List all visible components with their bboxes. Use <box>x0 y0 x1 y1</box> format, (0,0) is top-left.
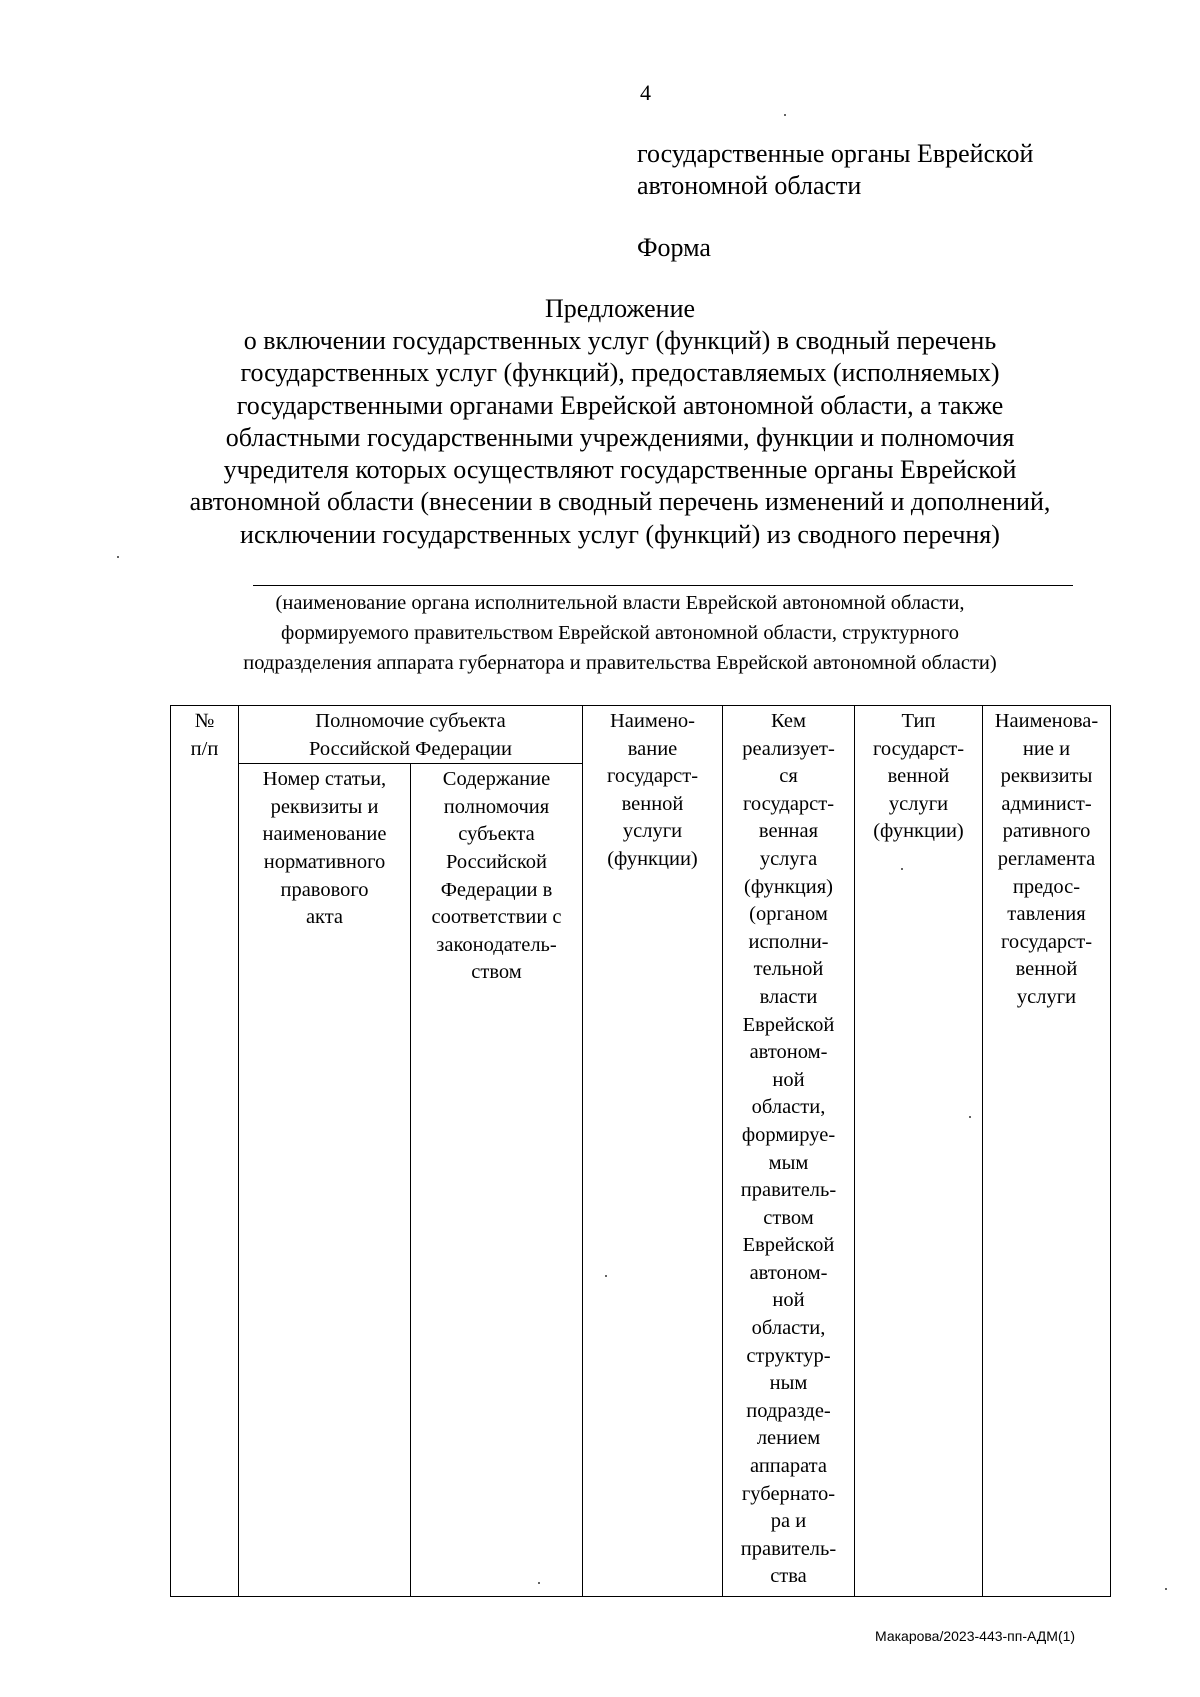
caption-line: подразделения аппарата губернатора и правительства Еврейской автономной области) <box>243 652 997 674</box>
subtitle-line: государственных услуг (функций), предоставляемых (исполняемых) <box>240 358 1000 388</box>
organization-caption <box>150 588 1090 678</box>
page-number: 4 <box>640 80 651 105</box>
addressee-line-2: автономной области <box>637 171 862 200</box>
scan-speck <box>901 868 903 870</box>
caption-line: формируемого правительством Еврейской автономной области, структурного <box>281 622 959 644</box>
subtitle-line: учредителя которых осуществляют государственные органы Еврейской <box>223 455 1017 485</box>
column-content: Содержание полномочия субъекта Российской Федерации в соответствии с законодатель- ством <box>411 764 583 1597</box>
column-regulation: Наименова- ние и реквизиты админист- ративного регламента предос- тавления государст- венной услуги <box>983 706 1111 1597</box>
subtitle-line: автономной области (внесении в сводный перечень изменений и дополнений, <box>189 487 1051 517</box>
subtitle-line: исключении государственных услуг (функций) из сводного перечня) <box>240 519 1000 549</box>
subtitle-line: о включении государственных услуг (функций) в сводный перечень <box>243 326 997 355</box>
scan-speck <box>1165 1588 1167 1590</box>
scan-speck <box>605 1275 607 1277</box>
column-performer: Кем реализует- ся государст- венная услуга (функция) (органом исполни- тельной власти Еврейской автоном- ной области, формируе- мым правитель- ством Еврейской автоном- ной области, структур- ным подразде- лением аппарата губернато- ра и правитель- ства <box>723 706 855 1597</box>
subtitle-line: государственными органами Еврейской автономной области, а также <box>236 390 1004 420</box>
column-authority: Полномочие субъекта Российской Федерации <box>239 706 583 764</box>
subtitle-line: областными государственными учреждениями, функции и полномочия <box>225 422 1015 452</box>
column-number: № п/п <box>171 706 239 1597</box>
column-service-name: Наимено- вание государст- венной услуги (функции) <box>583 706 723 1597</box>
addressee-line-1: государственные органы Еврейской <box>637 139 1034 168</box>
scan-speck <box>969 1116 971 1118</box>
caption-line: (наименование органа исполнительной власти Еврейской автономной области, <box>275 592 965 614</box>
document-title: Предложение <box>544 294 696 323</box>
scan-speck <box>784 114 786 116</box>
scan-speck <box>538 1582 540 1584</box>
organization-fill-line <box>253 585 1073 586</box>
services-table <box>170 705 1111 1597</box>
document-subtitle <box>120 325 1120 551</box>
document-code: Макарова/2023-443-пп-АДМ(1) <box>875 1628 1076 1644</box>
form-label: Форма <box>637 233 711 262</box>
column-article: Номер статьи, реквизиты и наименование нормативного правового акта <box>239 764 411 1597</box>
column-service-type: Тип государст- венной услуги (функции) <box>855 706 983 1597</box>
scan-speck <box>117 556 119 558</box>
